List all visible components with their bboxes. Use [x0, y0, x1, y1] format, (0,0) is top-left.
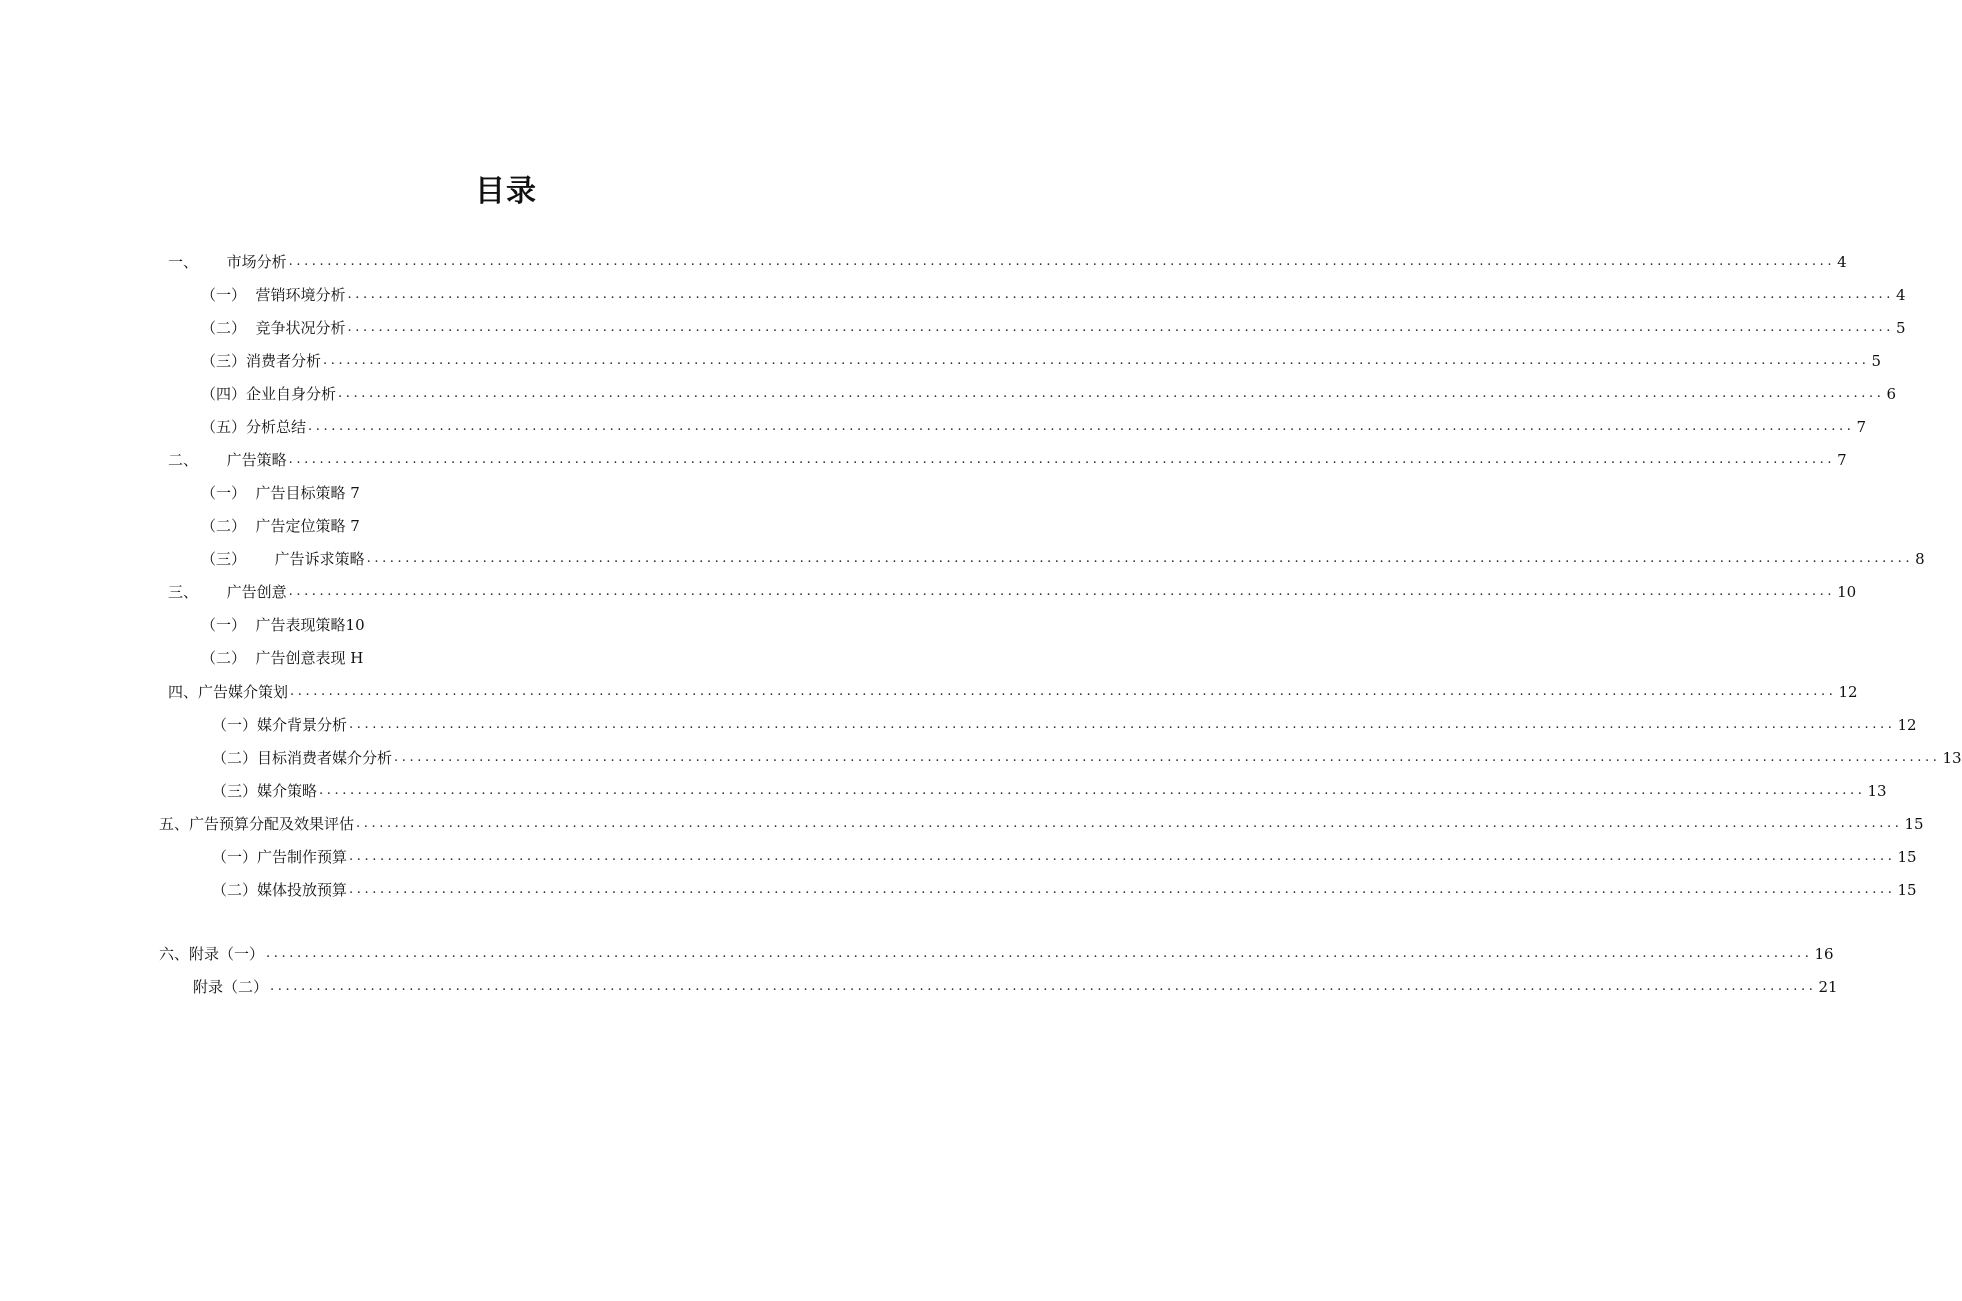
- toc-leader-dots: ........................................................................................................................................................................................................: [349, 882, 1896, 897]
- toc-entry[interactable]: [201, 347, 1882, 371]
- toc-entry-page: 21: [1818, 978, 1838, 996]
- toc-entry[interactable]: [212, 777, 1887, 801]
- toc-entry-label: （一）广告制作预算: [212, 848, 348, 866]
- toc-entry-page: 8: [1915, 550, 1925, 568]
- toc-leader-dots: ........................................................................................................................................................................................................: [349, 849, 1896, 864]
- toc-entry-label: （一） 广告表现策略10: [201, 616, 365, 634]
- toc-entry-label: 二、 广告策略: [168, 451, 287, 469]
- toc-entry-page: 5: [1871, 352, 1882, 370]
- toc-entry-label: 三、 广告创意: [168, 583, 287, 601]
- toc-entry-label: （三）消费者分析: [201, 352, 322, 370]
- toc-entry[interactable]: [212, 744, 1962, 768]
- toc-entry-page: 4: [1837, 253, 1847, 271]
- toc-leader-dots: ........................................................................................................................................................................................................: [288, 254, 1836, 269]
- toc-entry-label: 附录（二）: [193, 978, 269, 996]
- toc-entry-label: （一） 广告目标策略 7: [201, 484, 360, 502]
- toc-entry[interactable]: [212, 711, 1917, 735]
- toc-entry[interactable]: [159, 810, 1924, 834]
- toc-leader-dots: ........................................................................................................................................................................................................: [347, 320, 1895, 335]
- toc-entry-label: （二） 竞争状况分析: [201, 319, 346, 337]
- toc-entry-label: 一、 市场分析: [168, 253, 287, 271]
- toc-entry[interactable]: [212, 876, 1917, 900]
- toc-entry-page: 7: [1856, 418, 1867, 436]
- toc-leader-dots: ........................................................................................................................................................................................................: [308, 419, 1855, 434]
- toc-entry[interactable]: [201, 644, 790, 668]
- toc-entry-label: （二） 广告定位策略 7: [201, 517, 360, 535]
- toc-entry-page: 15: [1904, 815, 1924, 833]
- toc-entry[interactable]: [201, 413, 1867, 437]
- toc-entry-page: 12: [1897, 716, 1917, 734]
- toc-entry-label: （一）媒介背景分析: [212, 716, 348, 734]
- toc-entry-label: 五、广告预算分配及效果评估: [159, 815, 355, 833]
- toc-entry-label: （四）企业自身分析: [201, 385, 337, 403]
- toc-entry[interactable]: [201, 512, 790, 536]
- toc-entry-page: 15: [1897, 881, 1917, 899]
- toc-entry[interactable]: [201, 314, 1906, 338]
- toc-entry-label: （二）目标消费者媒介分析: [212, 749, 393, 767]
- toc-entry-label: （二）媒体投放预算: [212, 881, 348, 899]
- toc-entry-page: 12: [1838, 683, 1858, 701]
- toc-leader-dots: ........................................................................................................................................................................................................: [323, 353, 1870, 368]
- toc-leader-dots: ........................................................................................................................................................................................................: [349, 717, 1896, 732]
- toc-entry[interactable]: [193, 973, 1838, 997]
- toc-leader-dots: ........................................................................................................................................................................................................: [338, 386, 1885, 401]
- toc-entry[interactable]: [201, 380, 1897, 404]
- page-title: 目录: [475, 174, 537, 209]
- toc-entry[interactable]: [212, 843, 1917, 867]
- toc-entry-page: 13: [1867, 782, 1887, 800]
- toc-leader-dots: ........................................................................................................................................................................................................: [290, 684, 1837, 699]
- toc-entry[interactable]: [159, 940, 1834, 964]
- toc-entry[interactable]: [168, 678, 1858, 702]
- toc-entry-label: 六、附录（一）: [159, 945, 265, 963]
- toc-leader-dots: ........................................................................................................................................................................................................: [319, 783, 1866, 798]
- toc-leader-dots: ........................................................................................................................................................................................................: [288, 584, 1836, 599]
- toc-leader-dots: ........................................................................................................................................................................................................: [266, 946, 1813, 961]
- toc-entry-page: 4: [1896, 286, 1906, 304]
- toc-entry-label: （一） 营销环境分析: [201, 286, 346, 304]
- toc-entry[interactable]: [168, 446, 1847, 470]
- toc-entry-label: （五）分析总结: [201, 418, 307, 436]
- toc-leader-dots: ........................................................................................................................................................................................................: [270, 979, 1817, 994]
- toc-entry[interactable]: [168, 578, 1857, 602]
- toc-entry-label: 四、广告媒介策划: [168, 683, 289, 701]
- toc-leader-dots: ........................................................................................................................................................................................................: [288, 452, 1836, 467]
- toc-entry-page: 10: [1837, 583, 1857, 601]
- toc-entry[interactable]: [201, 545, 1925, 569]
- toc-entry[interactable]: [168, 248, 1847, 272]
- toc-entry[interactable]: [201, 611, 790, 635]
- toc-entry-page: 6: [1886, 385, 1897, 403]
- toc-leader-dots: ........................................................................................................................................................................................................: [366, 551, 1914, 566]
- toc-leader-dots: ........................................................................................................................................................................................................: [394, 750, 1941, 765]
- toc-entry-page: 13: [1942, 749, 1962, 767]
- toc-entry[interactable]: [201, 479, 790, 503]
- toc-entry-label: （三）媒介策略: [212, 782, 318, 800]
- toc-entry-label: （三） 广告诉求策略: [201, 550, 365, 568]
- toc-entry-page: 5: [1896, 319, 1906, 337]
- toc-leader-dots: ........................................................................................................................................................................................................: [347, 287, 1895, 302]
- toc-entry-label: （二） 广告创意表现 H: [201, 649, 364, 667]
- toc-entry[interactable]: [201, 281, 1906, 305]
- toc-entry-page: 7: [1837, 451, 1847, 469]
- toc-entry-page: 16: [1814, 945, 1834, 963]
- toc-leader-dots: ........................................................................................................................................................................................................: [356, 816, 1903, 831]
- toc-entry-page: 15: [1897, 848, 1917, 866]
